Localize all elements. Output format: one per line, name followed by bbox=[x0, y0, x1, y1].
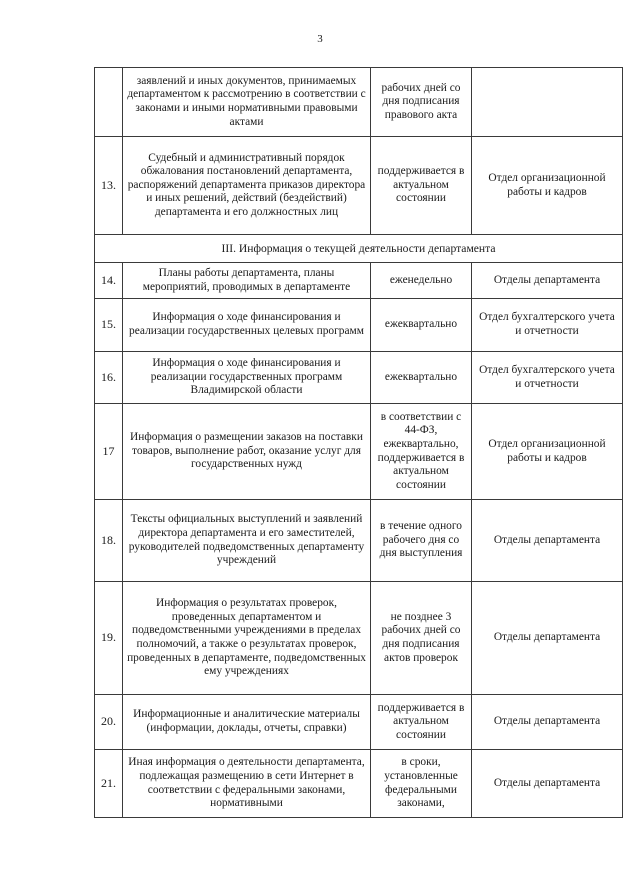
responsible-unit: Отдел организационной работы и кадров bbox=[472, 404, 623, 500]
table-row bbox=[95, 500, 623, 582]
row-number bbox=[95, 68, 123, 137]
information-text: Информация о результатах проверок, проведенных департаментом и подведомственными учреждениями в пределах полномочий, а также о результатах проверок, проведенных в департаменте, подведомственных ему учреждениях bbox=[123, 582, 371, 695]
row-number: 16. bbox=[95, 352, 123, 404]
table-row bbox=[95, 68, 623, 137]
section-row bbox=[95, 235, 623, 263]
row-number: 17 bbox=[95, 404, 123, 500]
information-text: Судебный и административный порядок обжалования постановлений департамента, распоряжений департамента приказов директора и иных решений, действий (бездействий) департамента и его должностных лиц bbox=[123, 137, 371, 235]
information-text: Планы работы департамента, планы мероприятий, проводимых в департаменте bbox=[123, 263, 371, 299]
row-number: 13. bbox=[95, 137, 123, 235]
update-period: ежеквартально bbox=[371, 352, 472, 404]
table-row bbox=[95, 582, 623, 695]
section-heading: III. Информация о текущей деятельности департамента bbox=[95, 235, 623, 263]
row-number: 20. bbox=[95, 695, 123, 750]
row-number: 14. bbox=[95, 263, 123, 299]
update-period: не позднее 3 рабочих дней со дня подписания актов проверок bbox=[371, 582, 472, 695]
information-text: Информация о размещении заказов на поставки товаров, выполнение работ, оказание услуг для государственных нужд bbox=[123, 404, 371, 500]
information-text: Информация о ходе финансирования и реализации государственных целевых программ bbox=[123, 299, 371, 352]
information-text: Информационные и аналитические материалы (информации, доклады, отчеты, справки) bbox=[123, 695, 371, 750]
information-text: Тексты официальных выступлений и заявлений директора департамента и его заместителей, руководителей подведомственных департаменту учреждений bbox=[123, 500, 371, 582]
update-period: поддерживается в актуальном состоянии bbox=[371, 137, 472, 235]
table-row bbox=[95, 137, 623, 235]
update-period: поддерживается в актуальном состоянии bbox=[371, 695, 472, 750]
table-row bbox=[95, 404, 623, 500]
update-period: в соответствии с 44-ФЗ, ежеквартально, поддерживается в актуальном состоянии bbox=[371, 404, 472, 500]
row-number: 19. bbox=[95, 582, 123, 695]
update-period: еженедельно bbox=[371, 263, 472, 299]
update-period: в течение одного рабочего дня со дня выступления bbox=[371, 500, 472, 582]
table-row bbox=[95, 352, 623, 404]
row-number: 15. bbox=[95, 299, 123, 352]
update-period: рабочих дней со дня подписания правового акта bbox=[371, 68, 472, 137]
table-row bbox=[95, 695, 623, 750]
information-text: Информация о ходе финансирования и реализации государственных программ Владимирской области bbox=[123, 352, 371, 404]
responsible-unit: Отдел организационной работы и кадров bbox=[472, 137, 623, 235]
page-number: 3 bbox=[317, 33, 323, 45]
row-number: 18. bbox=[95, 500, 123, 582]
row-number: 21. bbox=[95, 750, 123, 818]
information-text: Иная информация о деятельности департамента, подлежащая размещению в сети Интернет в соответствии с федеральными законами, нормативными bbox=[123, 750, 371, 818]
responsible-unit bbox=[472, 68, 623, 137]
table-row bbox=[95, 299, 623, 352]
responsible-unit: Отдел бухгалтерского учета и отчетности bbox=[472, 299, 623, 352]
responsible-unit: Отделы департамента bbox=[472, 750, 623, 818]
information-table bbox=[94, 67, 623, 818]
table-row bbox=[95, 750, 623, 818]
responsible-unit: Отделы департамента bbox=[472, 582, 623, 695]
responsible-unit: Отделы департамента bbox=[472, 263, 623, 299]
table-row bbox=[95, 263, 623, 299]
update-period: ежеквартально bbox=[371, 299, 472, 352]
update-period: в сроки, установленные федеральными законами, bbox=[371, 750, 472, 818]
responsible-unit: Отделы департамента bbox=[472, 695, 623, 750]
responsible-unit: Отдел бухгалтерского учета и отчетности bbox=[472, 352, 623, 404]
responsible-unit: Отделы департамента bbox=[472, 500, 623, 582]
information-text: заявлений и иных документов, принимаемых департаментом к рассмотрению в соответствии с законами и иными нормативными правовыми актами bbox=[123, 68, 371, 137]
